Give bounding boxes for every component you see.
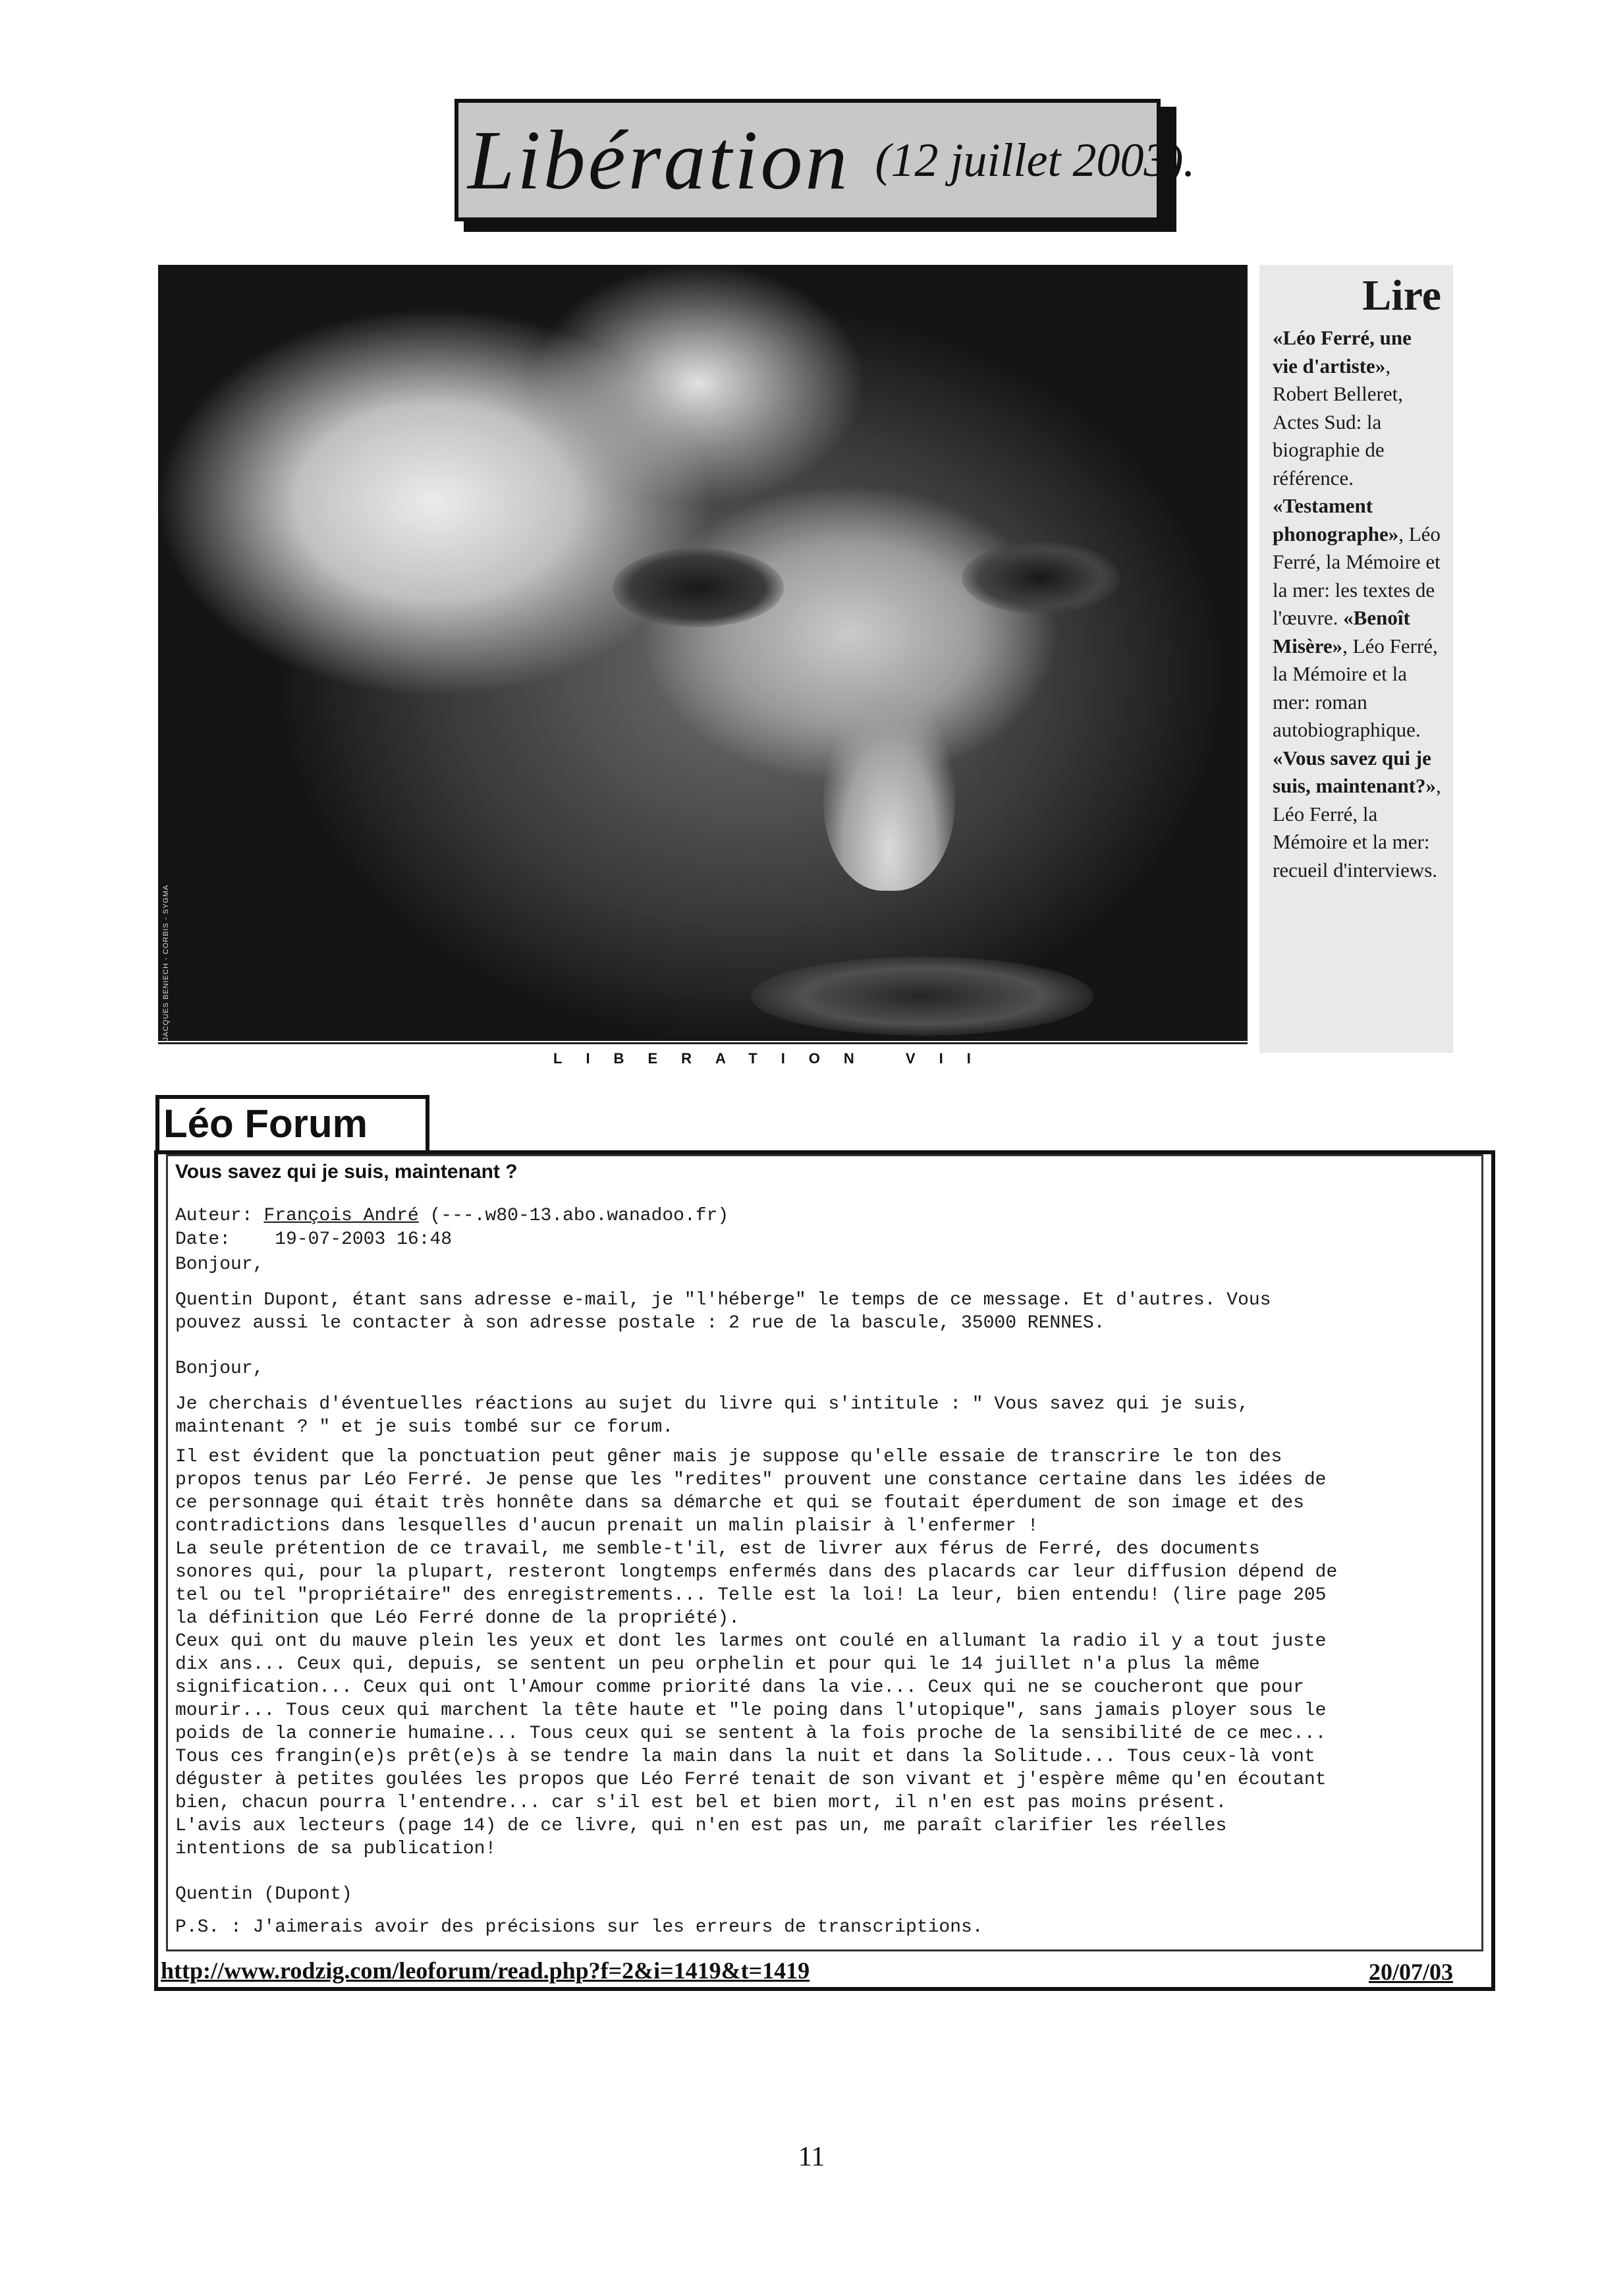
post-paragraph: Je cherchais d'éventuelles réactions au sujet du livre qui s'intitule : " Vous savez qui je suis, maintenant ? " et je suis tombé sur ce forum.	[175, 1394, 1249, 1438]
page-number: 11	[798, 2142, 825, 2172]
post-title: Vous savez qui je suis, maintenant ?	[175, 1161, 518, 1183]
post-author-line	[175, 1204, 729, 1227]
source-url[interactable]: http://www.rodzig.com/leoforum/read.php?f=2&i=1419&t=1419	[161, 1957, 810, 1984]
sidebar-heading: Lire	[1362, 271, 1441, 320]
forum-tab-label: Léo Forum	[163, 1102, 368, 1146]
author-label: Auteur:	[175, 1206, 253, 1226]
portrait-photo	[158, 265, 1248, 1041]
newspaper-page-label: LIBERATION VII	[553, 1050, 995, 1067]
photo-highlight-nose	[823, 693, 955, 891]
post-paragraph: Il est évident que la ponctuation peut gêner mais je suppose qu'elle essaie de transcrire le ton des propos tenus par Léo Ferré. Je pense que les "redites" prouvent une constance certaine dans les idées de ce personnage qui était très honnête dans sa démarche et qui se foutait éperdument de son image et des contradictions dans lesquelles d'aucun prenait un malin plaisir à l'enfermer ! La seule prétention de ce travail, me semble-t'il, est de livrer aux férus de Ferré, des documents sonores qui, pour la plupart, resteront longtemps enfermés dans des placards car leur diffusion dépend de tel ou tel "propriétaire" des enregistrements... Telle est la loi! La leur, bien entendu! (lire page 205 la définition que Léo Ferré donne de la propriété). Ceux qui ont du mauve plein les yeux et dont les larmes ont coulé en allumant la radio il y a tout juste dix ans... Ceux qui, depuis, se sentent un peu orphelin et pour qui le 14 juillet n'a plus la même signification... Ceux qui ont l'Amour comme priorité dans la vie... Ceux qui ne se coucheront que pour mourir... Tous ceux qui marchent la tête haute et "le poing dans l'utopique", sans jamais ployer sous le poids de la connerie humaine... Tous ceux qui se sentent à la fois proche de la sensibilité de ce mec... Tous ces frangin(e)s prêt(e)s à se tendre la main dans la nuit et dans la Solitude... Tous ceux-là vont déguster à petites goulées les propos que Léo Ferré tenait de son vivant et j'espère même qu'en écoutant bien, chacun pourra l'entendre... car s'il est bel et bien mort, il n'en est pas moins présent. L'avis aux lecteurs (page 14) de ce livre, qui n'en est pas un, me paraît clarifier les réelles intentions de sa publication!	[175, 1447, 1338, 1859]
newspaper-title-box	[454, 99, 1196, 221]
post-intro: Quentin Dupont, étant sans adresse e-mail, je "l'héberge" le temps de ce message. Et d'autres. Vous pouvez aussi le contacter à son adresse postale : 2 rue de la bascule, 35000 RENNES.	[175, 1290, 1271, 1333]
post-date-line	[175, 1228, 452, 1251]
sidebar-entry-details: , Robert Belleret, Actes Sud: la biographie de référence.	[1273, 354, 1403, 490]
newspaper-rule	[158, 1042, 1248, 1044]
photo-shadow-left-eye	[613, 548, 784, 627]
author-host: (---.w80-13.abo.wanadoo.fr)	[429, 1206, 729, 1226]
newspaper-date: (12 juillet 2003).	[875, 134, 1196, 186]
photo-shadow-right-eye	[962, 542, 1120, 614]
source-date: 20/07/03	[1369, 1959, 1454, 1985]
greeting: Bonjour,	[175, 1358, 264, 1379]
sidebar-entry-details: , Léo Ferré, la Mémoire et la mer: recueil d'interviews.	[1273, 774, 1441, 882]
sidebar-entry-title: «Léo Ferré, une vie d'artiste»	[1273, 326, 1412, 378]
date-value: 19-07-2003 16:48	[275, 1229, 453, 1250]
author-link[interactable]: François André	[263, 1206, 419, 1226]
post-ps: P.S. : J'aimerais avoir des précisions sur les erreurs de transcriptions.	[175, 1917, 983, 1938]
sidebar-entry-title: «Testament phonographe»	[1273, 494, 1399, 546]
sidebar-entries	[1273, 324, 1441, 884]
photo-credit: JACQUES BENIECH - CORBIS - SYGMA	[162, 884, 170, 1041]
newspaper-title: Libération	[468, 113, 850, 207]
greeting: Bonjour,	[175, 1254, 264, 1275]
reading-sidebar	[1259, 265, 1453, 1053]
post-signature: Quentin (Dupont)	[175, 1884, 352, 1905]
date-label: Date:	[175, 1229, 231, 1250]
sidebar-entry-title: «Vous savez qui je suis, maintenant?»	[1273, 746, 1437, 797]
sidebar-entry-details: , Léo Ferré, la Mémoire et la mer: roman autobiographique.	[1273, 634, 1438, 741]
sidebar-entry-title: «Benoît Misère»	[1273, 606, 1410, 658]
photo-shadow-mouth	[751, 957, 1093, 1036]
sidebar-entry-details: , Léo Ferré, la Mémoire et la mer: les textes de l'œuvre.	[1273, 522, 1441, 629]
